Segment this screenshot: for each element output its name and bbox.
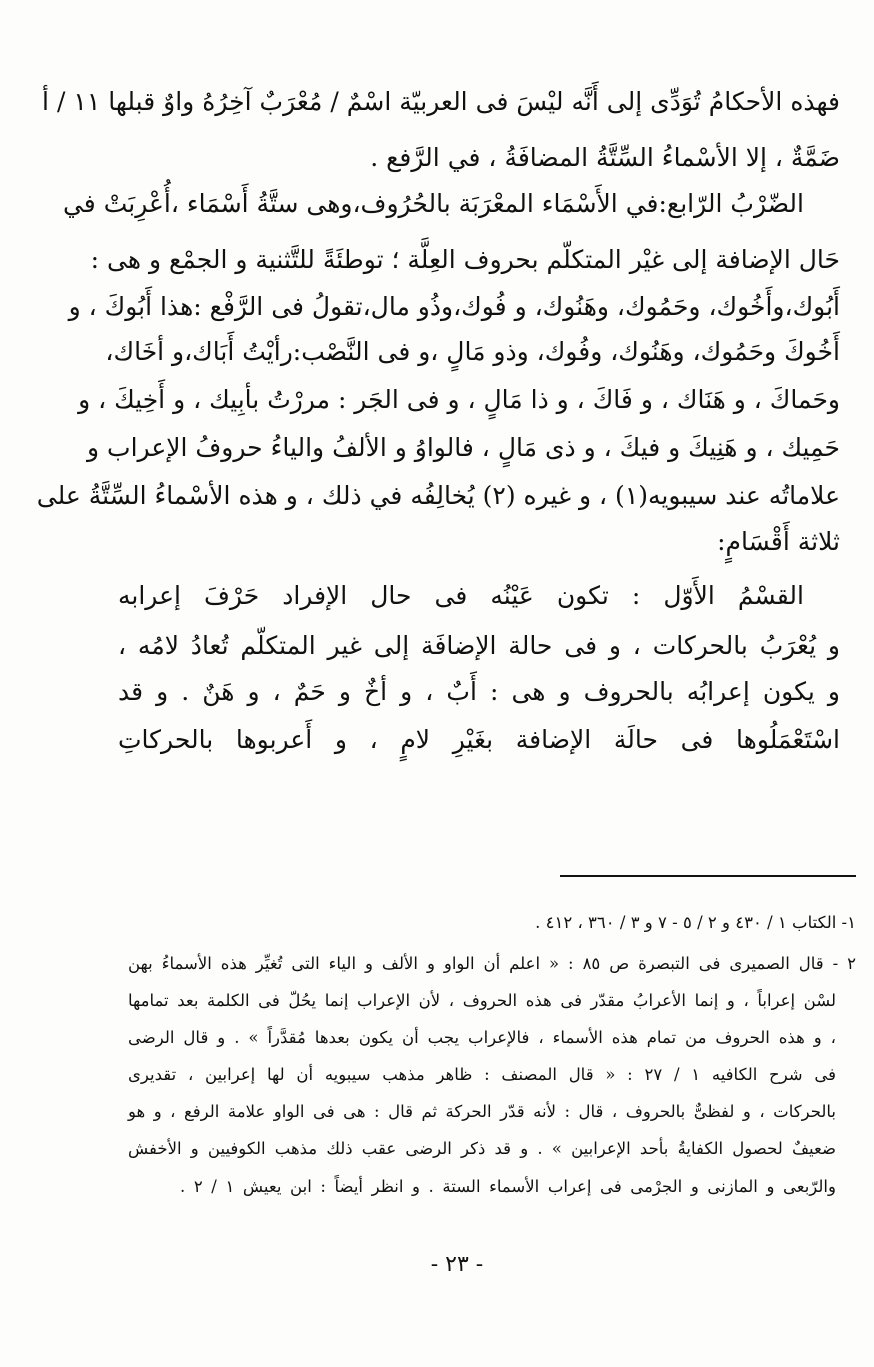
text-line: اسْتَعْمَلُوها فى حالَة الإضافة بغَيْرِ لامٍ ، و أَعربوها بالحركاتِ [118,725,840,754]
footnote-line: ٢ - قال الصميرى فى التبصرة ص ٨٥ : « اعلم أن الواو و الألف و الياء التى تُغيِّر هذه الأسماءُ بهن [128,954,856,973]
text-line: أَبُوك،وأَخُوك، وحَمُوك، وهَنُوك، و فُوك،وذُو مال،تقولُ فى الرَّفْع :هذا أَبُوكَ ، و [68,292,840,321]
text-line: حَال الإضافة إلى غيْر المتكلّم بحروف العِلَّة ؛ توطئَةً للتَّثنية و الجمْع و هى : [90,245,840,274]
footnote-line: والرّبعى و المازنى و الجرْمى فى إعراب الأسماء الستة . و انظر أيضاً : ابن يعيش ١ / ٢ . [180,1177,836,1196]
footnote-line: لسْن إعراباً ، و إنما الأعرابُ مقدّر فى هذه الحروف ، لأن الإعراب إنما يحُلّ فى الكلمة بعد تمامها [128,991,836,1010]
text-line: حَمِيك ، و هَنِيكَ و فيكَ ، و ذى مَالٍ ، فالواوُ و الألفُ والياءُ حروفُ الإعراب و [87,433,840,462]
text-line: ضَمَّةٌ ، إلا الأسْماءُ السِّتَّةُ المضافَةُ ، في الرَّفع . [370,143,840,172]
text-line: علاماتُه عند سيبويه(١) ، و غيره (٢) يُخالِفُه في ذلك ، و هذه الأسْماءُ السِّتَّةُ على [36,481,840,510]
text-line: القسْمُ الأَوّل : تكون عَيْنُه فى حال الإفراد حَرْفَ إعرابه [118,581,804,610]
text-line: أَخُوكَ وحَمُوك، وهَنُوك، وفُوك، وذو مَالٍ ،و فى النَّصْب:رأيْتُ أَبَاك،و أخَاك، [105,337,840,366]
footnote-line: بالحركات ، و لفظىٌّ بالحروف ، قال : لأنه قدّر الحركة ثم قال : هى فى الواو علامة الرفع ، و هو [128,1102,836,1121]
footnote-line: ١- الكتاب ١ / ٤٣٠ و ٢ / ٥ - ٧ و ٣ / ٣٦٠ ، ٤١٢ . [535,913,856,932]
text-line: و يُعْرَبُ بالحركات ، و فى حالة الإضافَة إلى غير المتكلّم تُعادُ لامُه ، [118,631,840,660]
text-line: و يكون إعرابُه بالحروف و هى : أَبٌ ، و أخٌ و حَمٌ ، و هَنٌ . و قد [118,677,840,706]
text-line: ثلاثة أَقْسَامٍ: [717,527,840,556]
footnote-line: ، و هذه الحروف من تمام هذه الأسماء ، فالإعراب يجب أن يكون بعدها مُقدَّراً » . و قال الرضى [128,1028,836,1047]
page-number: - ٢٣ - [430,1252,484,1277]
footnote-separator [560,875,856,877]
text-line: فهذه الأحكامُ تُوَدِّى إلى أَنَّه ليْسَ فى العربيّة اسْمٌ / مُعْرَبٌ آخِرُهُ واوٌ قبلها ١١ / أ [42,87,841,116]
footnote-line: ضعيفٌ لحصول الكفايةُ بأحد الإعرابين » . و قد ذكر الرضى عقب ذلك مذهب الكوفيين و الأخفش [128,1139,836,1158]
text-line: الضّرْبُ الرّابع:في الأَسْمَاء المعْرَبَة بالحُرُوف،وهى ستَّةُ أَسْمَاء ،أُعْرِبَتْ في [62,189,804,218]
footnote-line: فى شرح الكافيه ١ / ٢٧ : « قال المصنف : ظاهر مذهب سيبويه أن لها إعرابين ، تقديرى [128,1065,836,1084]
text-line: وحَماكَ ، و هَنَاك ، و فَاكَ ، و ذا مَالٍ ، و فى الجَر : مررْتُ بأبِيك ، و أَخِيكَ ، و [78,385,840,414]
